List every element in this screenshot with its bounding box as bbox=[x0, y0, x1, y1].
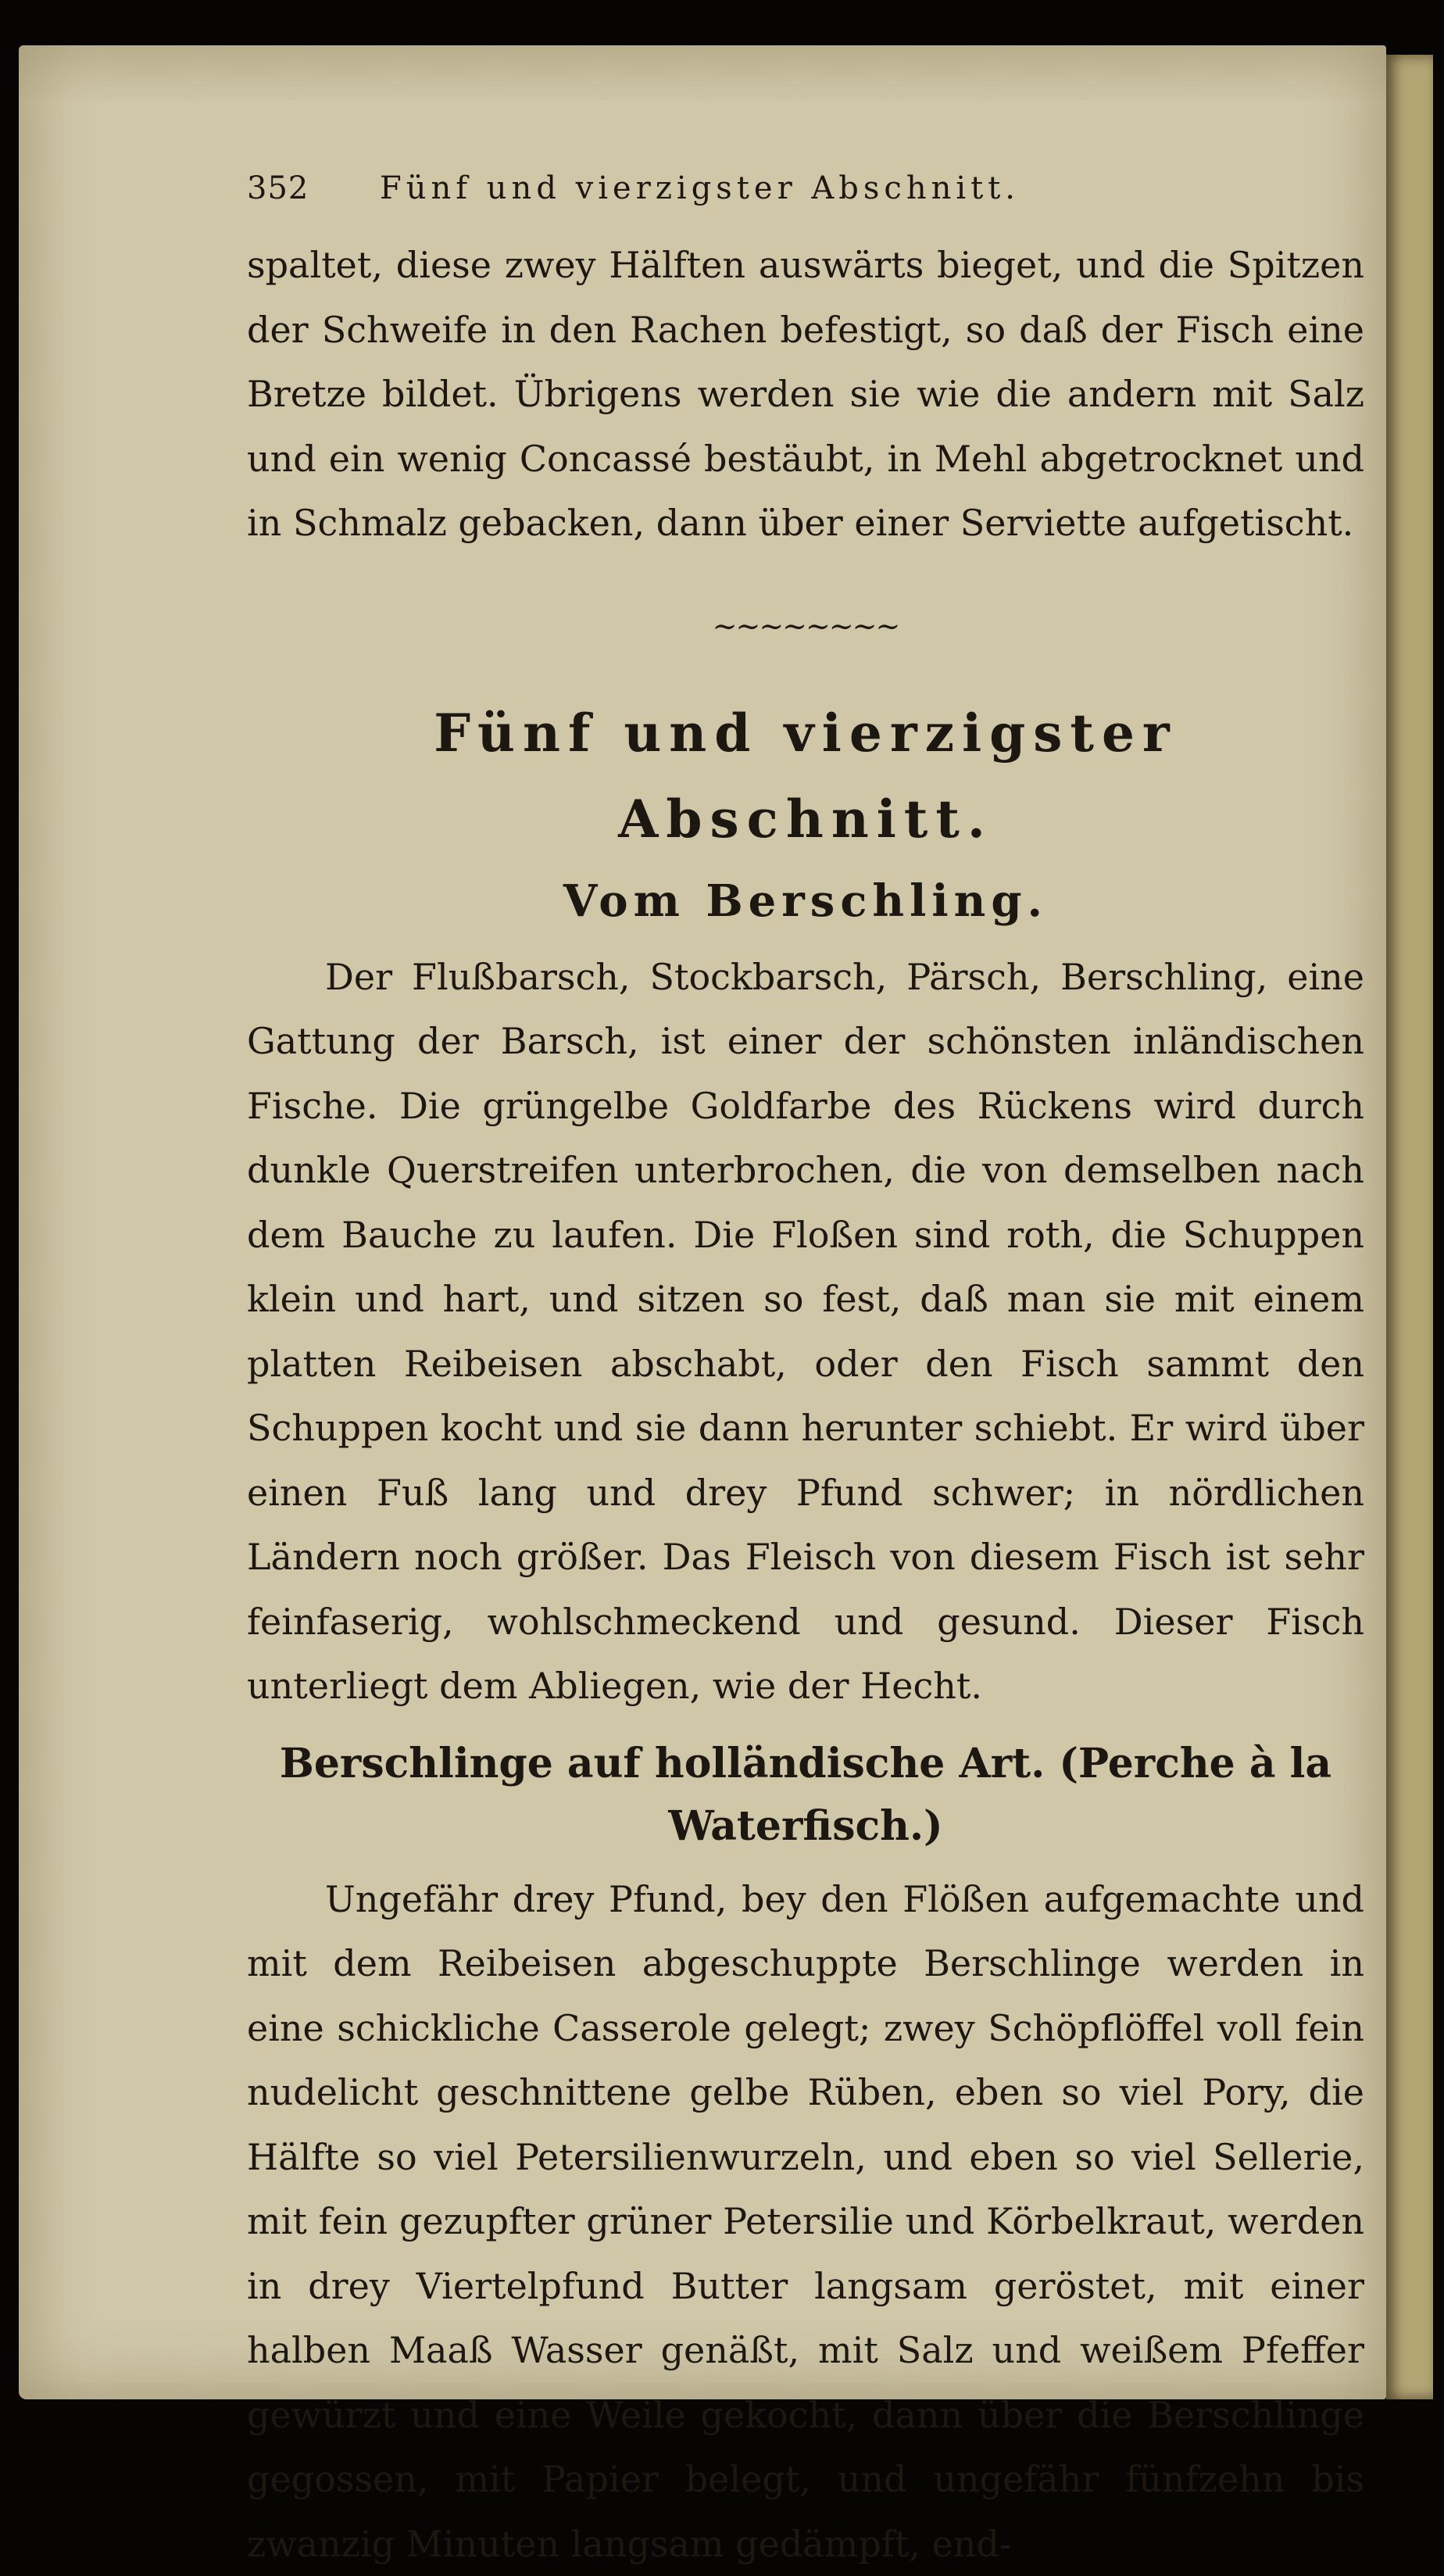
recipe-paragraph: Ungefähr drey Pfund, bey den Flößen aufgemachte und mit dem Reibeisen abgeschuppte Berschlinge werden in eine schickliche Casserole gelegt; zwey Schöpflöffel voll fein nudelicht geschnittene gelbe Rüben, eben so viel Pory, die Hälfte so viel Petersilienwurzeln, und eben so viel Sellerie, mit fein gezupfter grüner Petersilie und Körbelkraut, werden in drey Viertelpfund Butter langsam geröstet, mit einer halben Maaß Wasser genäßt, mit Salz und weißem Pfeffer gewürzt und eine Weile gekocht, dann über die Berschlinge gegossen, mit Papier belegt, und ungefähr fünfzehn bis zwanzig Minuten langsam gedämpft, end- bbox=[247, 1867, 1364, 2576]
page-text-block bbox=[247, 139, 1364, 2576]
page-number: 352 bbox=[247, 170, 380, 206]
running-head-title: Fünf und vierzigster Abschnitt. bbox=[380, 170, 1020, 206]
intro-paragraph: Der Flußbarsch, Stockbarsch, Pärsch, Berschling, eine Gattung der Barsch, ist einer der schönsten inländischen Fische. Die grüngelbe Goldfarbe des Rückens wird durch dunkle Querstreifen unterbrochen, die von demselben nach dem Bauche zu laufen. Die Floßen sind roth, die Schuppen klein und hart, und sitzen so fest, daß man sie mit einem platten Reibeisen abschabt, oder den Fisch sammt den Schuppen kocht und sie dann herunter schiebt. Er wird über einen Fuß lang und drey Pfund schwer; in nördlichen Ländern noch größer. Das Fleisch von diesem Fisch ist sehr feinfaserig, wohlschmeckend und gesund. Dieser Fisch unterliegt dem Abliegen, wie der Hecht. bbox=[247, 945, 1364, 1719]
continuation-paragraph: spaltet, diese zwey Hälften auswärts bieget, und die Spitzen der Schweife in den Rachen befestigt, so daß der Fisch eine Bretze bildet. Übrigens werden sie wie die andern mit Salz und ein wenig Concassé bestäubt, in Mehl abgetrocknet und in Schmalz gebacken, dann über einer Serviette aufgetischt. bbox=[247, 233, 1364, 556]
book-page bbox=[19, 45, 1386, 2399]
running-head bbox=[247, 170, 1364, 233]
adjacent-page-edge bbox=[1386, 55, 1433, 2399]
chapter-subtitle: Vom Berschling. bbox=[247, 862, 1364, 940]
recipe-title: Berschlinge auf holländische Art. (Perche à la Waterfisch.) bbox=[247, 1733, 1364, 1858]
section-divider-ornament: ~~~~~~~~ bbox=[247, 610, 1364, 642]
chapter-title: Fünf und vierzigster Abschnitt. bbox=[247, 690, 1364, 862]
